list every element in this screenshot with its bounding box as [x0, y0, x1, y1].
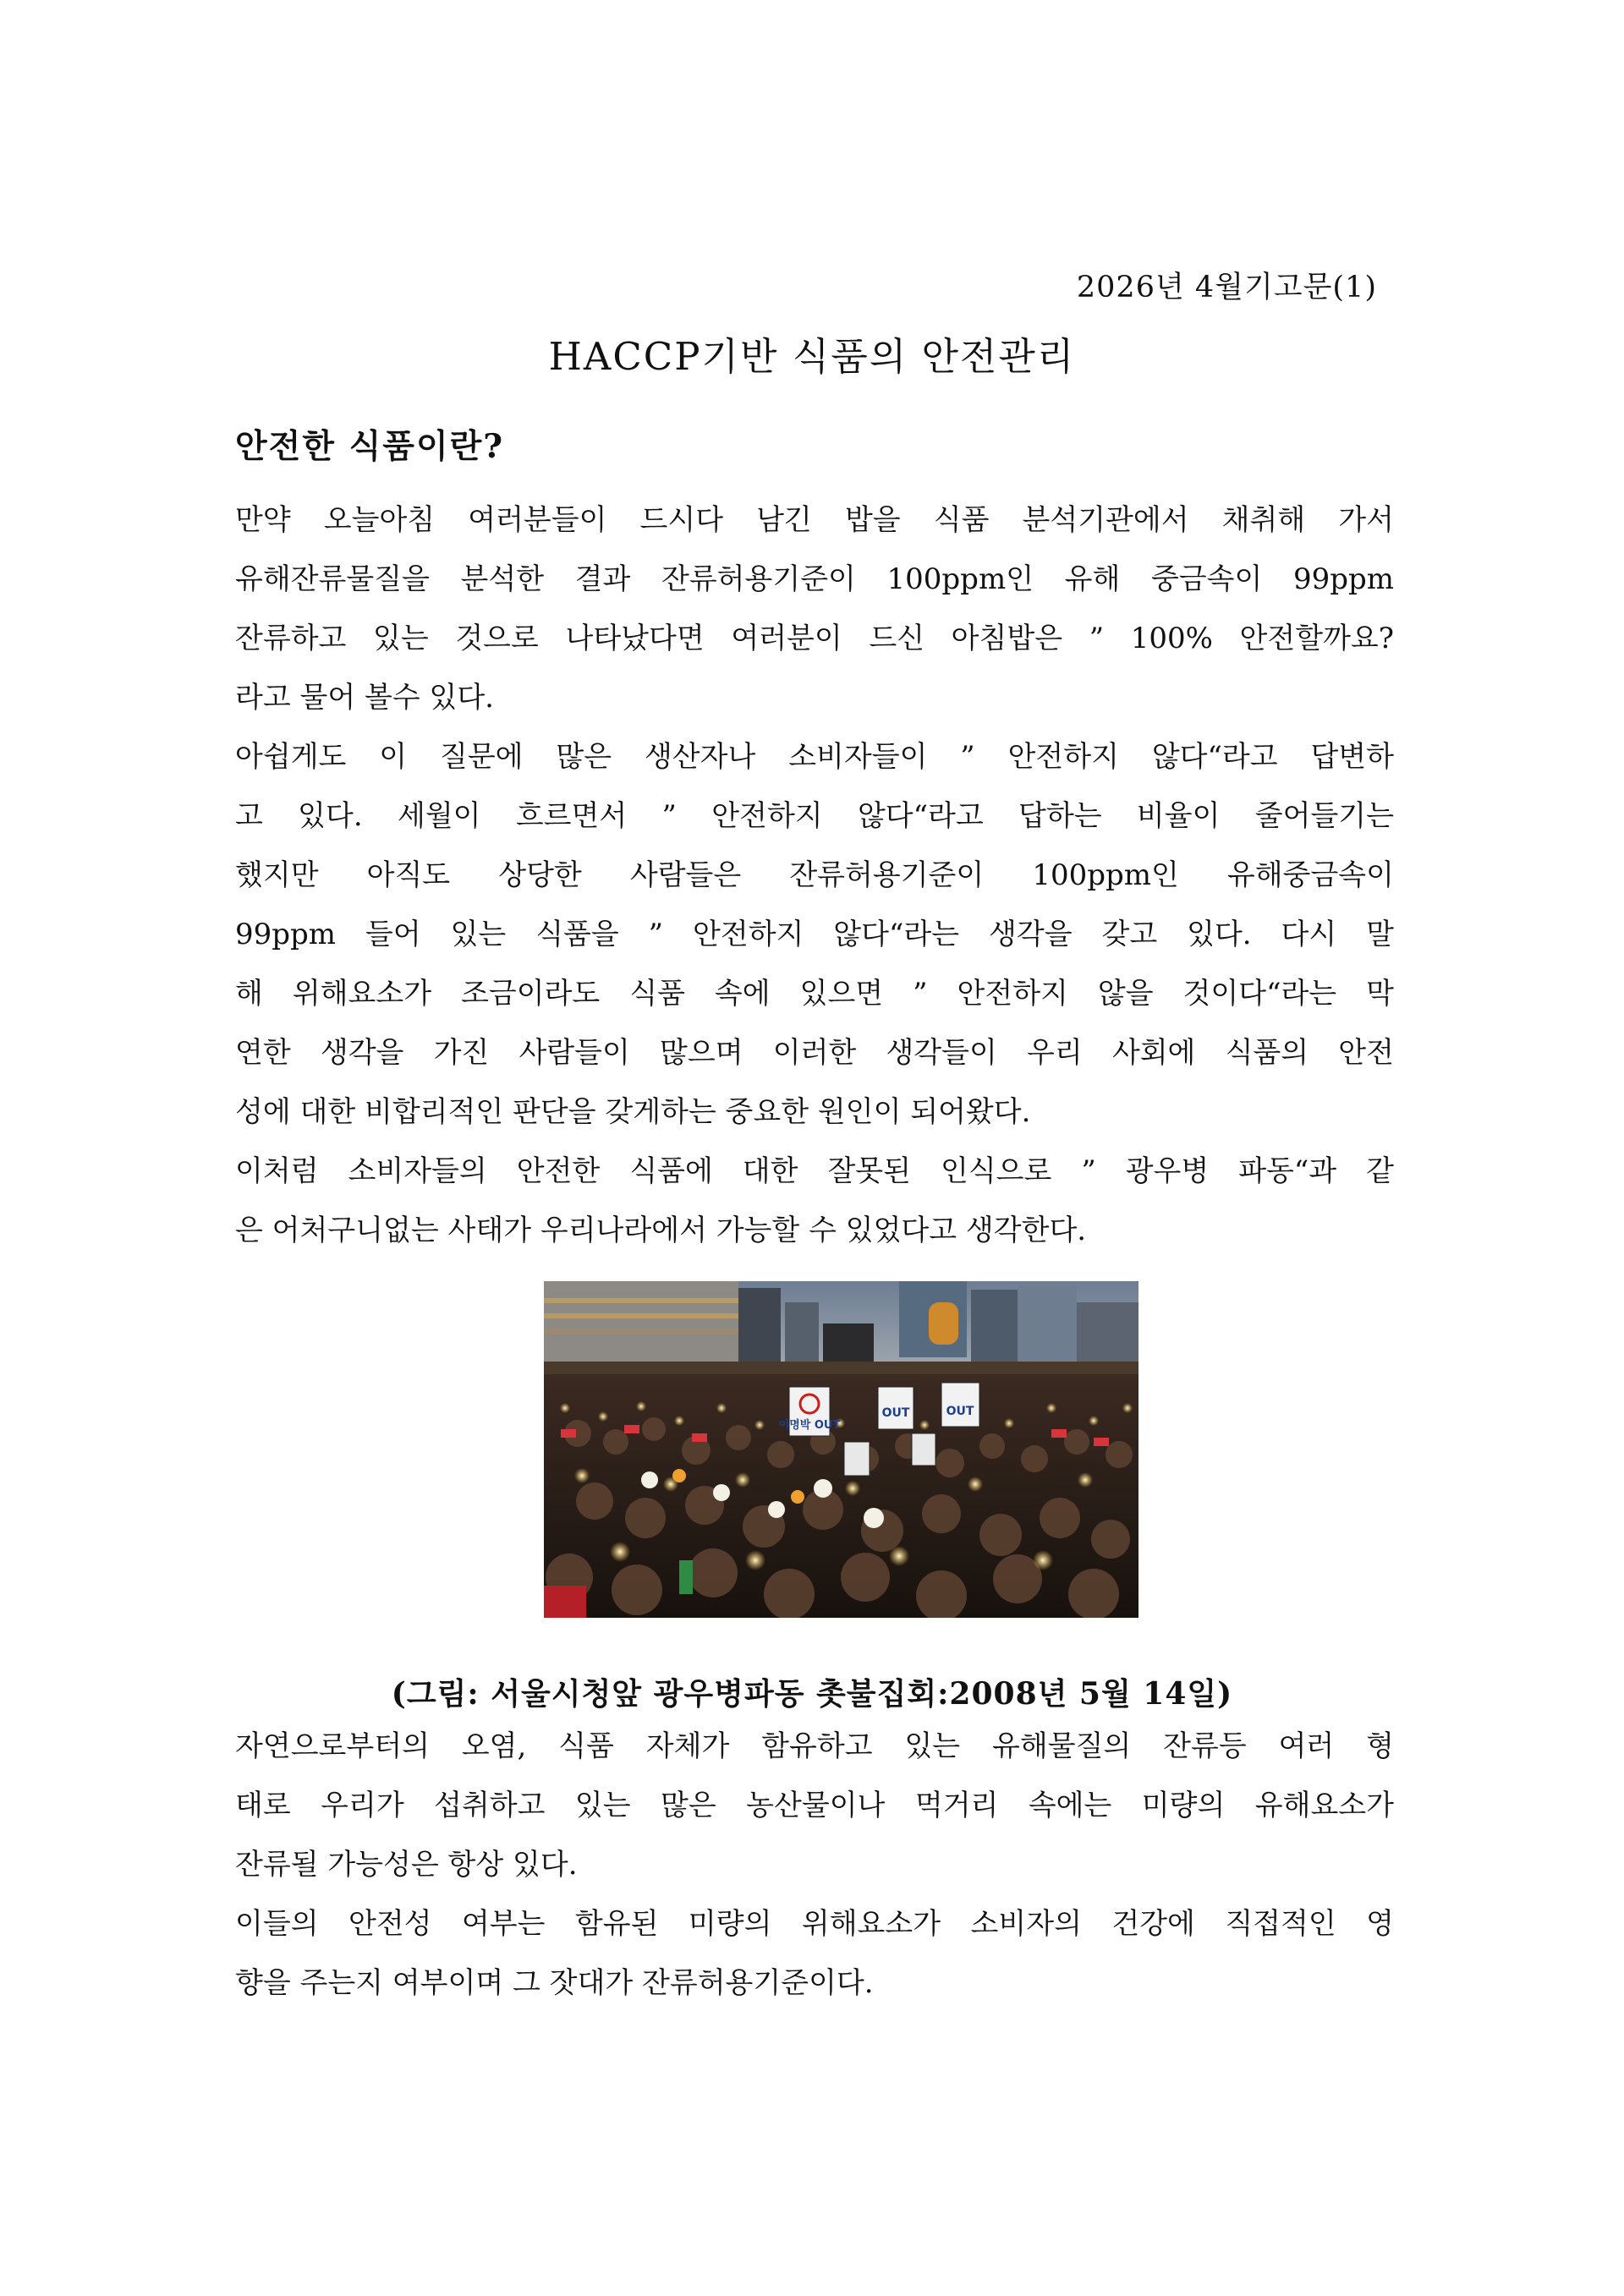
paragraph-line: 했지만 아직도 상당한 사람들은 잔류허용기준이 100ppm인 유해중금속이 [235, 858, 1394, 892]
sign-text: OUT [881, 1406, 910, 1420]
paragraph-line: 태로 우리가 섭취하고 있는 많은 농산물이나 먹거리 속에는 미량의 유해요소가 [235, 1789, 1394, 1822]
paragraph-line: 아쉽게도 이 질문에 많은 생산자나 소비자들이 ” 안전하지 않다“라고 답변하 [235, 740, 1394, 774]
paragraph-line: 유해잔류물질을 분석한 결과 잔류허용기준이 100ppm인 유해 중금속이 99ppm [235, 562, 1394, 596]
paragraph-line: 해 위해요소가 조금이라도 식품 속에 있으면 ” 안전하지 않을 것이다“라는 막 [235, 977, 1394, 1011]
figure-caption: (그림: 서울시청앞 광우병파동 촛불집회:2008년 5월 14일) [391, 1676, 1233, 1712]
paragraph-line: 라고 물어 볼수 있다. [235, 681, 494, 715]
body-text-block-1 [235, 490, 1394, 1260]
sign-text: 이명박 OUT [778, 1419, 841, 1432]
paragraph-line: 고 있다. 세월이 흐르면서 ” 안전하지 않다“라고 답하는 비율이 줄어들기는 [235, 799, 1394, 833]
candlelight-rally-photo [544, 1281, 1138, 1618]
paragraph-line: 연한 생각을 가진 사람들이 많으며 이러한 생각들이 우리 사회에 식품의 안전 [235, 1036, 1394, 1070]
dateline: 2026년 4월기고문(1) [1076, 271, 1377, 304]
paragraph-line: 향을 주는지 여부이며 그 잣대가 잔류허용기준이다. [235, 1966, 874, 2000]
body-text-block-2 [235, 1717, 1394, 2013]
paragraph-line: 99ppm 들어 있는 식품을 ” 안전하지 않다“라는 생각을 갖고 있다. 다시 말 [235, 918, 1394, 951]
paragraph-line: 만약 오늘아침 여러분들이 드시다 남긴 밥을 식품 분석기관에서 채취해 가서 [235, 503, 1394, 537]
page-title: HACCP기반 식품의 안전관리 [548, 334, 1076, 379]
paragraph-line: 은 어처구니없는 사태가 우리나라에서 가능할 수 있었다고 생각한다. [235, 1214, 1087, 1247]
paragraph-line: 잔류하고 있는 것으로 나타났다면 여러분이 드신 아침밥은 ” 100% 안전할까요? [235, 622, 1394, 655]
paragraph-line: 성에 대한 비합리적인 판단을 갖게하는 중요한 원인이 되어왔다. [235, 1095, 1031, 1129]
paragraph-line: 이들의 안전성 여부는 함유된 미량의 위해요소가 소비자의 건강에 직접적인 영 [235, 1907, 1394, 1941]
sign-text: OUT [946, 1405, 974, 1418]
paragraph-line: 이처럼 소비자들의 안전한 식품에 대한 잘못된 인식으로 ” 광우병 파동“과 같 [235, 1154, 1394, 1188]
paragraph-line: 자연으로부터의 오염, 식품 자체가 함유하고 있는 유해물질의 잔류등 여러 형 [235, 1729, 1394, 1763]
paragraph-line: 잔류될 가능성은 항상 있다. [235, 1848, 578, 1882]
section-heading: 안전한 식품이란? [235, 427, 505, 466]
